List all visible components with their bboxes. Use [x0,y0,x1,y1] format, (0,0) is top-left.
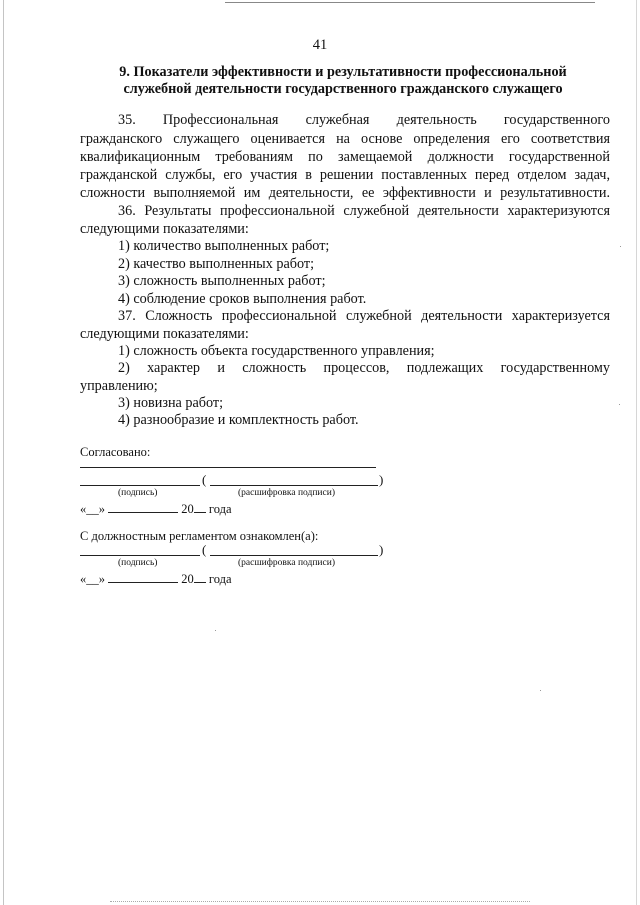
heading-line: 9. Показатели эффективности и результативности профессиональной [119,64,567,80]
transcript-caption: (расшифровка подписи) [238,558,335,568]
open-paren: ( [202,472,207,487]
quote-close: » [98,502,105,516]
list-item: 2) качество выполненных работ; [118,256,315,272]
open-paren: ( [202,542,207,557]
month-blank[interactable] [108,572,178,583]
year-word: года [208,502,232,516]
scan-speck [620,246,621,247]
paragraph-35-line: 35. Профессиональная служебная деятельность государственного [118,112,610,128]
year-blank[interactable] [194,502,206,513]
day-blank[interactable]: __ [86,502,99,516]
list-item: 4) разнообразие и комплектность работ. [118,412,359,428]
list-item: 1) количество выполненных работ; [118,238,330,254]
year-blank[interactable] [194,572,206,583]
list-item: 3) новизна работ; [118,395,224,411]
paragraph-35-line: сложности выполняемой им деятельности, ее эффективности и результативности. [80,185,610,201]
scan-edge-top [225,2,595,3]
paragraph-36-line: 36. Результаты профессиональной служебной деятельности характеризуются [118,203,610,219]
approval-signature-line[interactable] [80,485,200,486]
section-heading [78,64,608,98]
acknowledgement-label: С должностным регламентом ознакомлен(а): [80,529,319,543]
paragraph-37-line: 37. Сложность профессиональной служебной деятельности характеризуется [118,308,610,324]
month-blank[interactable] [108,502,178,513]
approval-date [80,502,232,516]
list-item: 4) соблюдение сроков выполнения работ. [118,291,367,307]
signature-caption: (подпись) [118,558,158,568]
approval-position-line[interactable] [80,467,376,468]
ack-signature-line[interactable] [80,555,200,556]
paragraph-35-line: гражданского служащего оценивается на основе определения его соответствия [80,131,610,147]
heading-line: служебной деятельности государственного гражданского служащего [123,81,563,97]
approval-transcript-line[interactable] [210,485,378,486]
close-paren: ) [379,472,384,487]
scan-edge-right [636,0,637,905]
year-prefix: 20 [181,572,194,586]
paragraph-37-line: следующими показателями: [80,326,249,342]
paragraph-36-line: следующими показателями: [80,221,249,237]
quote-open: « [80,572,87,586]
list-item-continuation: управлению; [80,378,158,394]
page-number: 41 [312,37,328,53]
paragraph-35-line: квалификационным требованиям по замещаемой должности государственной [80,149,610,165]
list-item: 1) сложность объекта государственного управления; [118,343,435,359]
scan-edge-left [3,0,4,905]
approval-label: Согласовано: [80,445,151,459]
ack-date [80,572,232,586]
transcript-caption: (расшифровка подписи) [238,488,335,498]
year-word: года [208,572,232,586]
paragraph-35-line: гражданской службы, его участия в решении поставленных перед отделом задач, [80,167,610,183]
day-blank[interactable]: __ [86,572,99,586]
quote-open: « [80,502,87,516]
scan-speck [215,630,216,631]
year-prefix: 20 [181,502,194,516]
ack-transcript-line[interactable] [210,555,378,556]
signature-caption: (подпись) [118,488,158,498]
list-item: 2) характер и сложность процессов, подлежащих государственному [118,360,610,376]
scan-edge-bottom [110,901,530,902]
scan-speck [540,690,541,691]
scan-speck [619,404,620,405]
close-paren: ) [379,542,384,557]
list-item: 3) сложность выполненных работ; [118,273,326,289]
quote-close: » [98,572,105,586]
